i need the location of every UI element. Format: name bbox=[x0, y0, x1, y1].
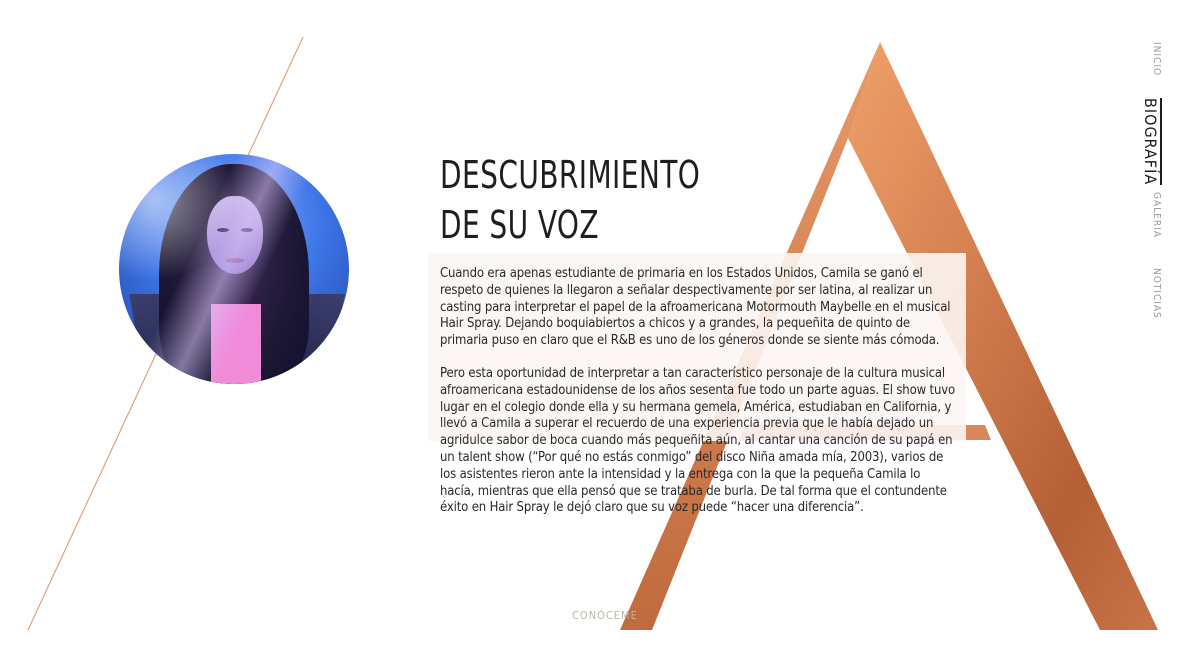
profile-photo bbox=[119, 154, 349, 384]
paragraph: Pero esta oportunidad de interpretar a tan característico personaje de la cultura musical afroamericana estadounidense de los años sesenta fue todo un parte aguas. El show tuvo lugar en el colegio donde ella y su hermana gemela, América, estudiaban en California, y llevó a Camila a superar el recuerdo de una experiencia previa que le había dejado un agridulce sabor de boca cuando más pequeñita aún, al cantar una canción de su papá en un talent show (“Por qué no estás conmigo” del disco Niña amada mía, 2003), varios de los asistentes rieron ante la intensidad y la entrega con la que la pequeña Camila lo hacía, mientras que ella pensó que se trataba de burla. De tal forma que el contundente éxito en Hair Spray le dejó claro que su voz puede “hacer una diferencia”. bbox=[440, 365, 956, 516]
nav-item-galeria[interactable]: GALERIA bbox=[1151, 192, 1162, 238]
biography-text bbox=[440, 266, 956, 533]
page-title-line-1: DESCUBRIMIENTO bbox=[440, 153, 701, 197]
nav-item-inicio[interactable]: INICIO bbox=[1151, 42, 1162, 77]
nav-item-noticias[interactable]: NOTICIAS bbox=[1151, 268, 1162, 319]
page-title-line-2: DE SU VOZ bbox=[440, 203, 600, 247]
nav-item-biografia[interactable]: BIOGRAFÍA bbox=[1130, 98, 1162, 185]
page-title bbox=[440, 150, 784, 250]
paragraph: Cuando era apenas estudiante de primaria en los Estados Unidos, Camila se ganó el respeto de quienes la llegaron a señalar despectivamente por ser latina, al realizar un casting para interpretar el papel de la afroamericana Motormouth Maybelle en el musical Hair Spray. Dejando boquiabiertos a chicos y a grandes, la pequeñita de quinto de primaria puso en claro que el R&B es uno de los géneros donde se siente más cómoda. bbox=[440, 266, 951, 349]
conoceme-link[interactable]: CONÓCEME bbox=[572, 609, 638, 622]
vertical-nav bbox=[1132, 0, 1162, 650]
